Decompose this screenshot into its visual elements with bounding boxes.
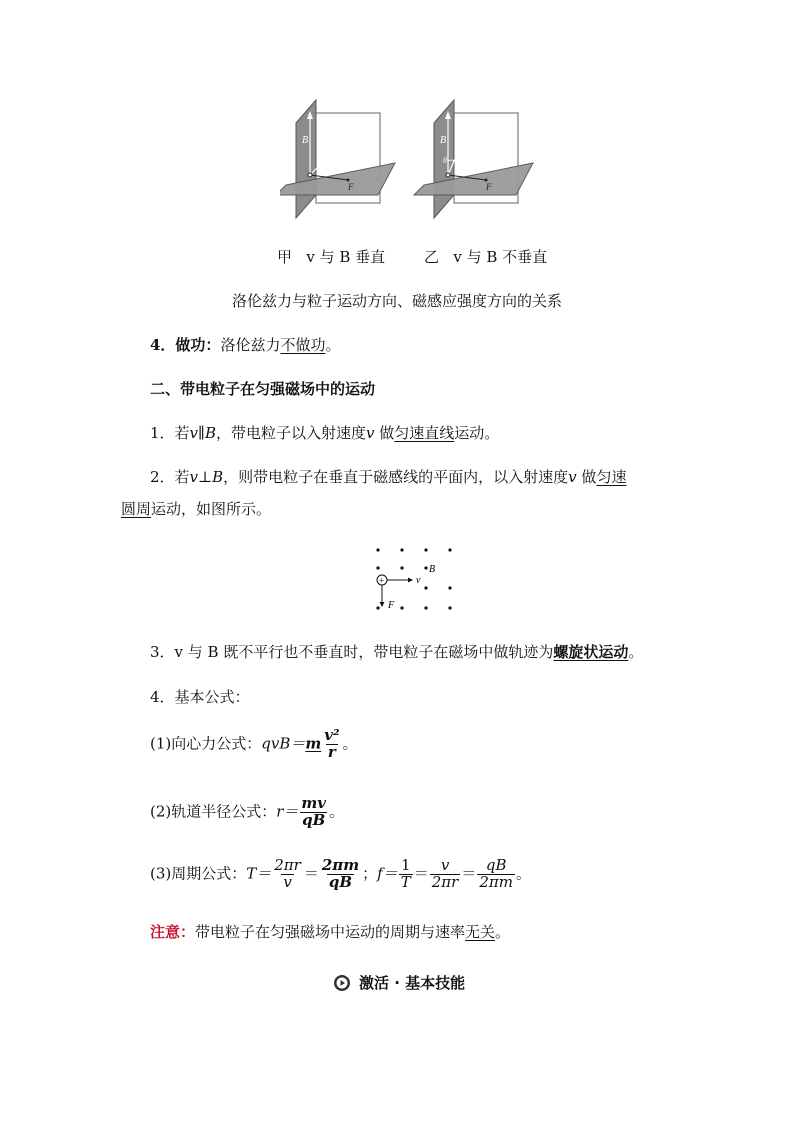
label-F: F (486, 182, 492, 192)
point-2-line1 (150, 466, 626, 487)
formula-3-frac1 (272, 858, 303, 891)
footer-section (333, 972, 465, 993)
formula-3-frac1-num: 2πr (274, 856, 301, 874)
point-3 (150, 641, 643, 662)
point-1-end: 运动。 (454, 424, 500, 442)
play-circle-icon (333, 974, 351, 992)
caption-left-prefix: 甲 (277, 248, 293, 266)
formula-3-frac2 (320, 858, 361, 891)
caption-left-text: v 与 B 垂直 (306, 248, 386, 266)
point-1-prefix: 1．若 (150, 424, 190, 442)
note-end: 。 (495, 923, 511, 941)
label-v: v (316, 159, 320, 169)
formula-1 (150, 728, 358, 761)
magnetic-field-diagram (368, 542, 468, 618)
point-1-mid2: 做 (374, 424, 395, 442)
point-2-mid: ，则带电粒子在垂直于磁感线的平面内，以入射速度 (223, 468, 569, 486)
diagram-perpendicular (280, 100, 395, 218)
formula-1-label: (1)向心力公式： (150, 734, 262, 753)
formula-2-den: qB (302, 810, 326, 829)
formula-3-frac2-den: qB (328, 872, 353, 891)
formula-3-frac3-den: T (400, 872, 411, 891)
caption-right-text: v 与 B 不垂直 (453, 248, 548, 266)
formula-3-eq2: ＝ (413, 864, 429, 883)
formula-2 (150, 796, 344, 829)
point-4: 4．基本公式： (150, 688, 250, 706)
formula-2-end: 。 (329, 802, 345, 821)
formula-3-label: (3)周期公式： (150, 864, 247, 883)
label-v: v (458, 149, 462, 159)
formula-3-eq3: ＝ (461, 864, 477, 883)
formula-3-frac3 (399, 858, 413, 891)
formula-3-frac4-num: v (440, 856, 450, 874)
note (150, 921, 510, 942)
point-3-end: 。 (628, 643, 644, 661)
point-1-mid: ，带电粒子以入射速度 (215, 424, 366, 442)
caption-right-prefix: 乙 (424, 248, 440, 266)
force-label: F (388, 600, 395, 611)
caption-right (424, 246, 547, 267)
formula-3-sep: ； (362, 864, 378, 883)
label-theta: θ (443, 156, 447, 165)
formula-3-frac1-den: v (283, 872, 292, 891)
item-work-label: 4．做功： (150, 336, 221, 354)
formula-2-fraction (299, 796, 328, 829)
point-2-prefix: 2．若 (150, 468, 190, 486)
formula-3-frac2-num: 2πm (321, 856, 360, 874)
formula-3-f: f＝ (377, 864, 398, 883)
lorentz-force-diagrams (280, 95, 540, 225)
formula-1-num: v² (324, 726, 340, 744)
formula-3 (150, 858, 531, 891)
point-2-end: 运动，如图所示。 (151, 500, 272, 518)
formula-3-eq1: ＝ (303, 864, 319, 883)
formula-3-frac5 (477, 858, 515, 891)
point-1 (150, 422, 499, 443)
formula-2-lhs: r＝ (276, 802, 299, 821)
velocity-label: v (416, 575, 421, 586)
point-2-underlined2: 圆周 (121, 500, 152, 518)
point-2-v: v (568, 468, 577, 486)
label-F: F (348, 182, 354, 192)
diagram-not-perpendicular (414, 100, 533, 218)
point-1-cond: v∥B (189, 424, 216, 442)
formula-1-fraction (322, 728, 341, 761)
point-2-underlined1: 匀速 (596, 468, 627, 486)
formula-2-label: (2)轨道半径公式： (150, 802, 277, 821)
formula-1-lhs: qvB＝ (261, 734, 306, 753)
point-2-line2 (121, 498, 271, 519)
point-3-prefix: 3． (150, 643, 175, 661)
field-label-B: B (429, 564, 436, 575)
point-1-v: v (366, 424, 375, 442)
label-B: B (302, 135, 309, 146)
section-heading: 二、带电粒子在匀强磁场中的运动 (150, 380, 376, 398)
charge-sign: + (378, 575, 385, 586)
formula-1-end: 。 (342, 734, 358, 753)
figure-title: 洛伦兹力与粒子运动方向、磁感应强度方向的关系 (231, 292, 562, 310)
formula-2-num: mv (301, 794, 327, 812)
formula-3-end: 。 (516, 864, 532, 883)
caption-left (277, 246, 385, 267)
footer-section-text: 激活 · 基本技能 (359, 974, 466, 992)
point-3-underlined: 螺旋状运动 (553, 643, 629, 661)
point-3-text: v 与 B 既不平行也不垂直时，带电粒子在磁场中做轨迹为 (174, 643, 554, 661)
formula-3-frac5-num: qB (485, 856, 507, 874)
point-2-mid2: 做 (576, 468, 597, 486)
formula-1-m: m (305, 734, 322, 753)
point-2-cond: v⊥B (189, 468, 224, 486)
formula-3-frac5-den: 2πm (479, 872, 513, 891)
note-label: 注意： (150, 923, 196, 941)
formula-3-T: T＝ (246, 864, 272, 883)
point-1-underlined: 匀速直线 (394, 424, 455, 442)
formula-3-frac3-num: 1 (400, 856, 411, 874)
item-work (150, 334, 340, 355)
item-work-underlined: 不做功 (280, 336, 326, 354)
item-work-text: 洛伦兹力 (220, 336, 281, 354)
formula-3-frac4 (430, 858, 461, 891)
formula-1-den: r (327, 742, 336, 761)
note-text: 带电粒子在匀强磁场中运动的周期与速率 (195, 923, 466, 941)
label-B: B (440, 135, 447, 146)
item-work-end: 。 (325, 336, 341, 354)
note-underlined: 无关 (465, 923, 496, 941)
formula-3-frac4-den: 2πr (431, 872, 459, 891)
